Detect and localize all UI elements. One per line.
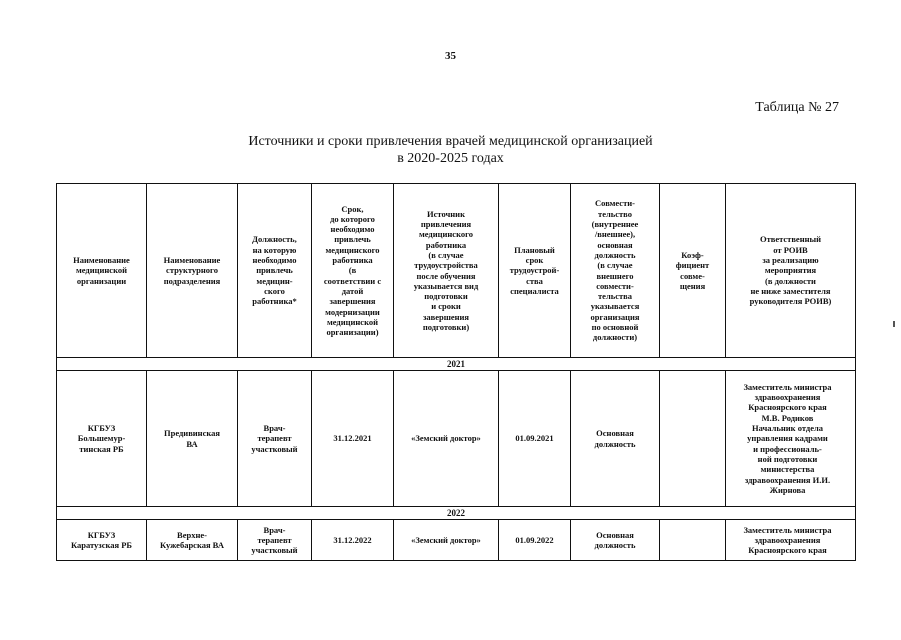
title-line-1: Источники и сроки привлечения врачей медицинской организацией	[248, 134, 653, 149]
col-header-division: Наименование структурного подразделения	[147, 184, 238, 358]
cell-coef	[660, 371, 726, 507]
table-row	[57, 520, 856, 561]
year-label: 2021	[57, 358, 856, 371]
table-row	[57, 371, 856, 507]
cell-division: Верхне- Кужебарская ВА	[147, 520, 238, 561]
cell-combination: Основная должность	[571, 371, 660, 507]
cell-combination: Основная должность	[571, 520, 660, 561]
cell-division: Предивинская ВА	[147, 371, 238, 507]
cell-deadline: 31.12.2021	[312, 371, 394, 507]
col-header-org: Наименование медицинской организации	[57, 184, 147, 358]
col-header-planned: Плановый срок трудоустрой- ства специалиста	[499, 184, 571, 358]
cell-org: КГБУЗ Большемур- тинская РБ	[57, 371, 147, 507]
cell-position: Врач- терапевт участковый	[238, 520, 312, 561]
cell-responsible: Заместитель министра здравоохранения Красноярского края М.В. Родиков Начальник отдела управления кадрами и профессиональ- ной подготовки министерства здравоохранения И.И. Жирнова	[726, 371, 856, 507]
year-row-2022	[57, 507, 856, 520]
cell-source: «Земский доктор»	[394, 520, 499, 561]
cell-responsible: Заместитель министра здравоохранения Красноярского края	[726, 520, 856, 561]
staffing-table	[56, 183, 856, 561]
cell-deadline: 31.12.2022	[312, 520, 394, 561]
year-label: 2022	[57, 507, 856, 520]
page-number: 35	[445, 50, 456, 62]
table-header-row	[57, 184, 856, 358]
year-row-2021	[57, 358, 856, 371]
margin-mark	[893, 321, 895, 327]
cell-position: Врач- терапевт участковый	[238, 371, 312, 507]
cell-planned: 01.09.2021	[499, 371, 571, 507]
col-header-responsible: Ответственный от РОИВ за реализацию мероприятия (в должности не ниже заместителя руководителя РОИВ)	[726, 184, 856, 358]
title-line-2: в 2020-2025 годах	[397, 151, 504, 166]
col-header-combination: Совмести- тельство (внутреннее /внешнее), основная должность (в случае внешнего совмести- тельства указывается организация по основной должности)	[571, 184, 660, 358]
col-header-position: Должность, на которую необходимо привлечь медицин- ского работника*	[238, 184, 312, 358]
col-header-coef: Коэф- фициент совме- щения	[660, 184, 726, 358]
table-label: Таблица № 27	[755, 100, 839, 115]
col-header-source: Источник привлечения медицинского работника (в случае трудоустройства после обучения указывается вид подготовки и сроки завершения подготовки)	[394, 184, 499, 358]
col-header-deadline: Срок, до которого необходимо привлечь медицинского работника (в соответствии с датой завершения модернизации медицинской организации)	[312, 184, 394, 358]
cell-org: КГБУЗ Каратузская РБ	[57, 520, 147, 561]
cell-planned: 01.09.2022	[499, 520, 571, 561]
cell-source: «Земский доктор»	[394, 371, 499, 507]
cell-coef	[660, 520, 726, 561]
document-title	[0, 133, 901, 167]
